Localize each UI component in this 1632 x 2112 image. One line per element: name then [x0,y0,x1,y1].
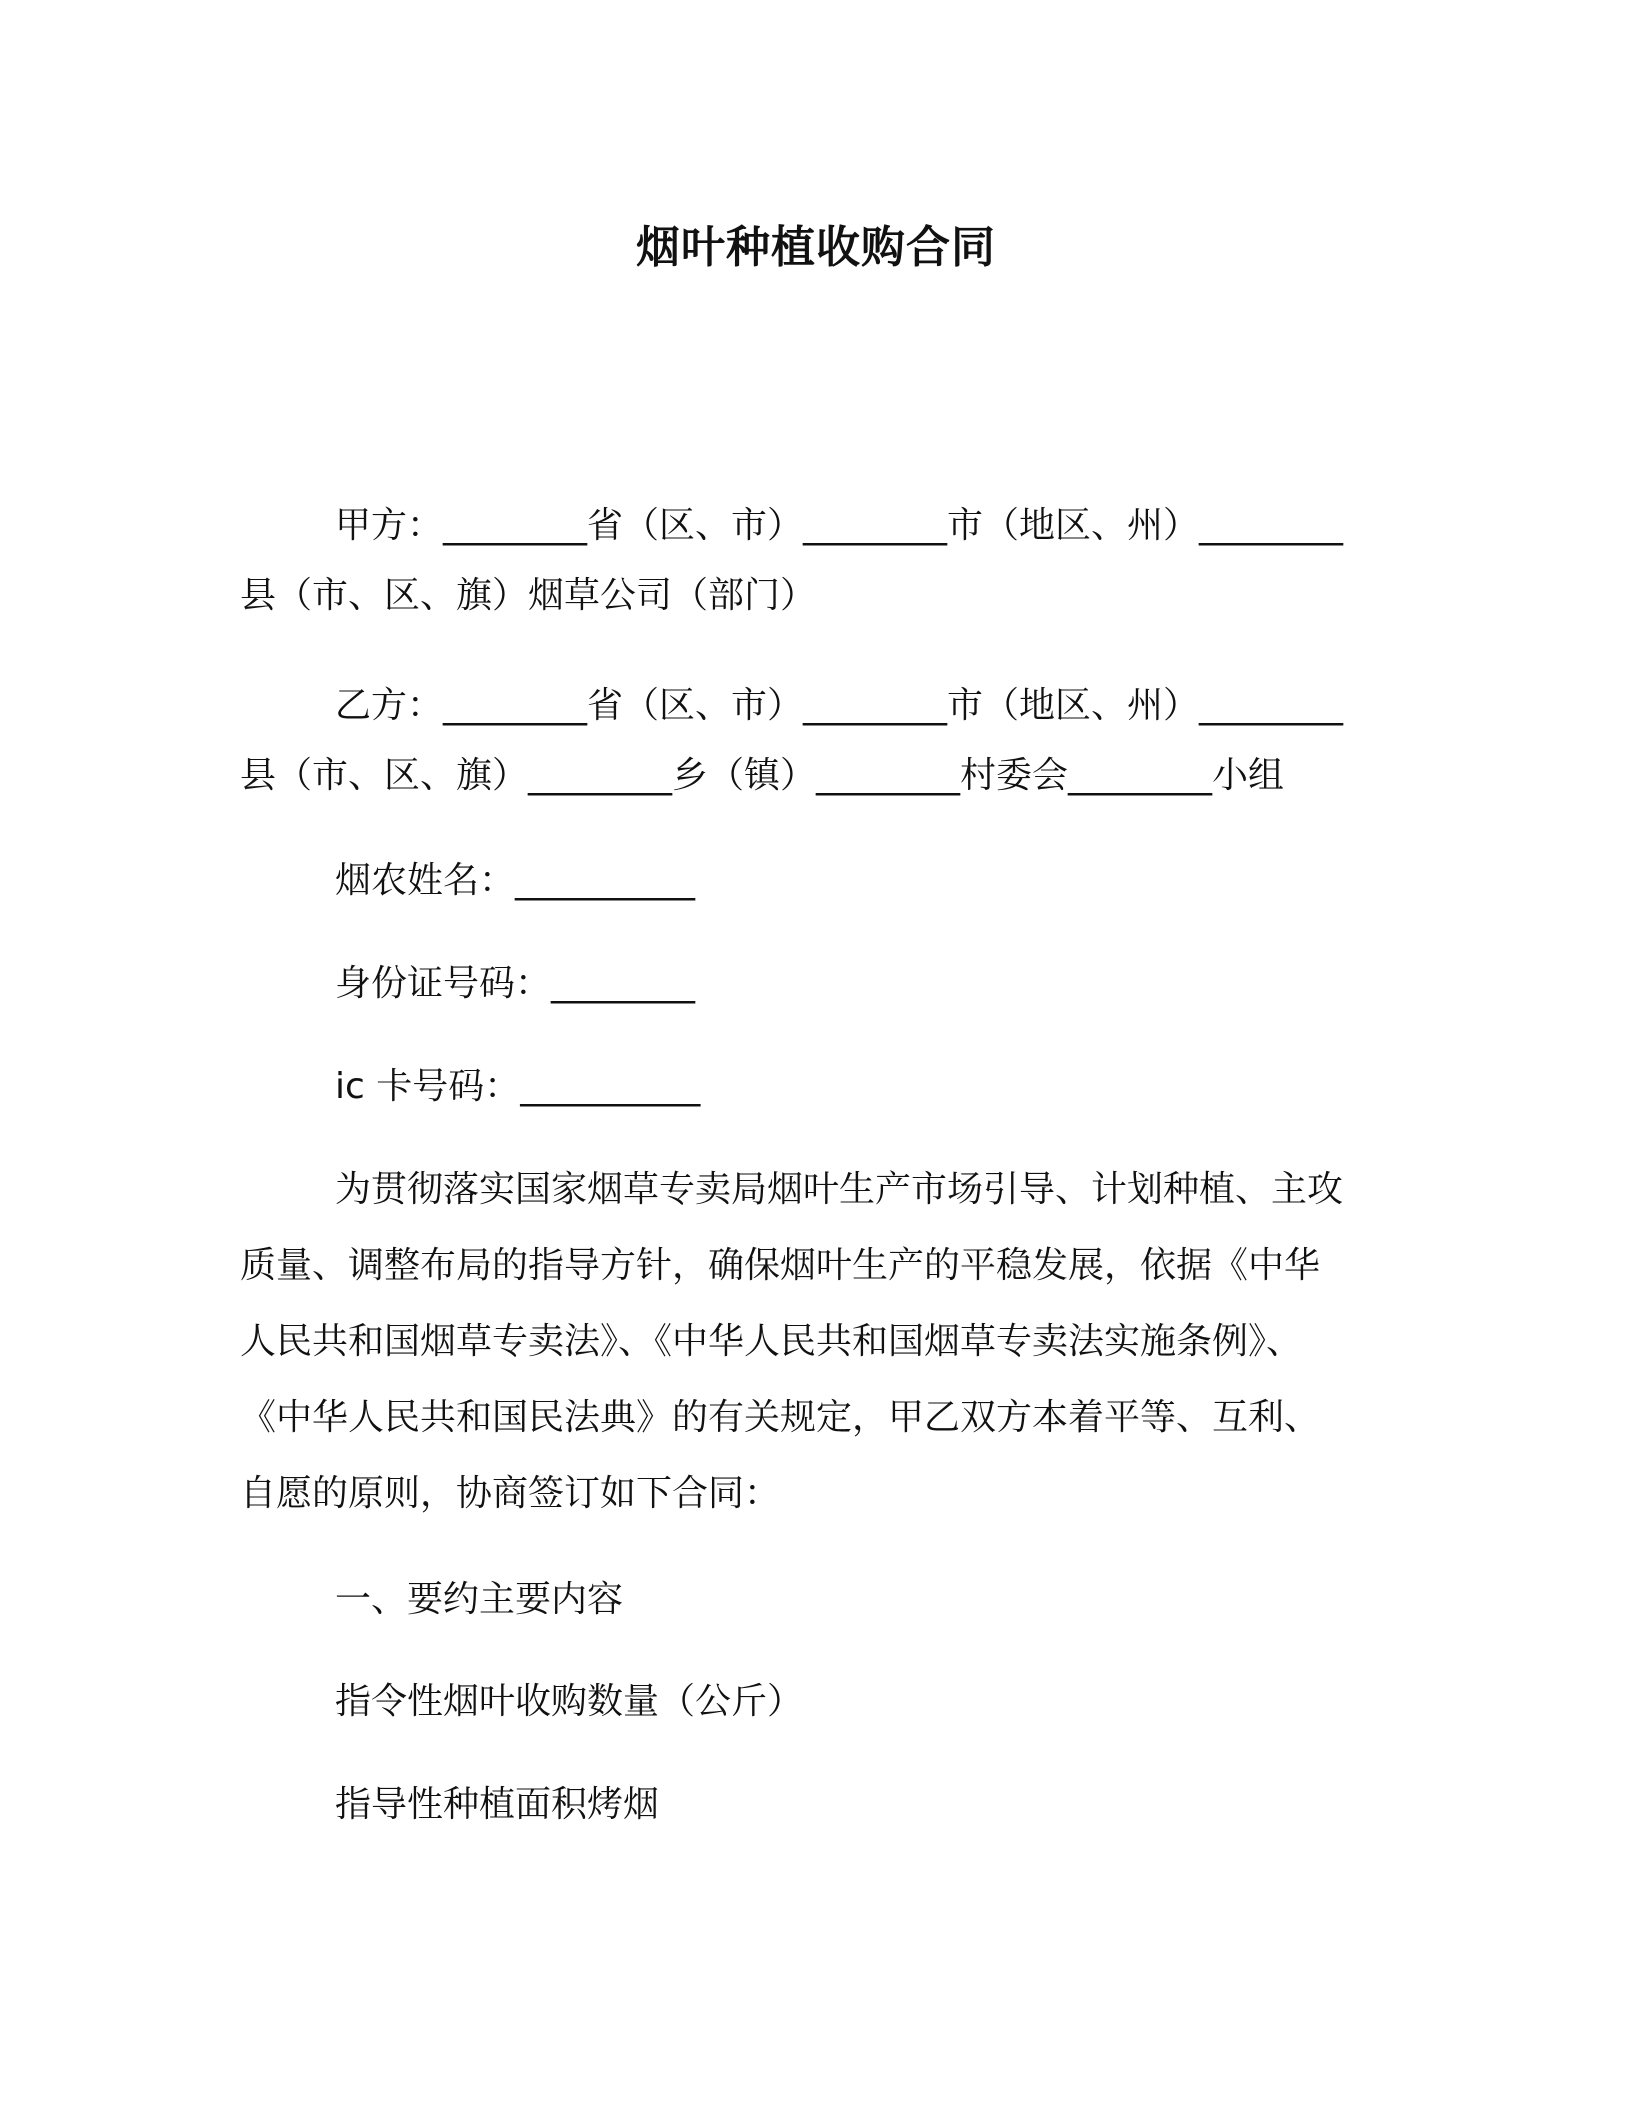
party-a-line-1: 甲方：________省（区、市）________市（地区、州）________ [335,505,1344,546]
party-b-line-1: 乙方：________省（区、市）________市（地区、州）________ [335,685,1344,726]
party-b-line-2: 县（市、区、旗）________乡（镇）________村委会________小组 [240,755,1285,796]
document-title: 烟叶种植收购合同 [636,222,996,273]
preamble-line-2: 质量、调整布局的指导方针，确保烟叶生产的平稳发展，依据《中华 [240,1245,1321,1286]
preamble-line-3: 人民共和国烟草专卖法》、《中华人民共和国烟草专卖法实施条例》、 [240,1321,1303,1362]
farmer-name-field: 烟农姓名：__________ [335,860,696,901]
section-1-heading: 一、要约主要内容 [335,1579,624,1620]
area-item: 指导性种植面积烤烟 [335,1784,660,1825]
preamble-line-5: 自愿的原则，协商签订如下合同： [240,1473,781,1514]
ic-card-field: ic 卡号码：__________ [335,1066,701,1107]
quantity-item: 指令性烟叶收购数量（公斤） [335,1681,804,1722]
preamble-line-4: 《中华人民共和国民法典》的有关规定，甲乙双方本着平等、互利、 [240,1397,1321,1438]
party-a-line-2: 县（市、区、旗）烟草公司（部门） [240,575,817,616]
id-number-field: 身份证号码：________ [335,963,696,1004]
preamble-line-1: 为贯彻落实国家烟草专卖局烟叶生产市场引导、计划种植、主攻 [335,1169,1344,1210]
